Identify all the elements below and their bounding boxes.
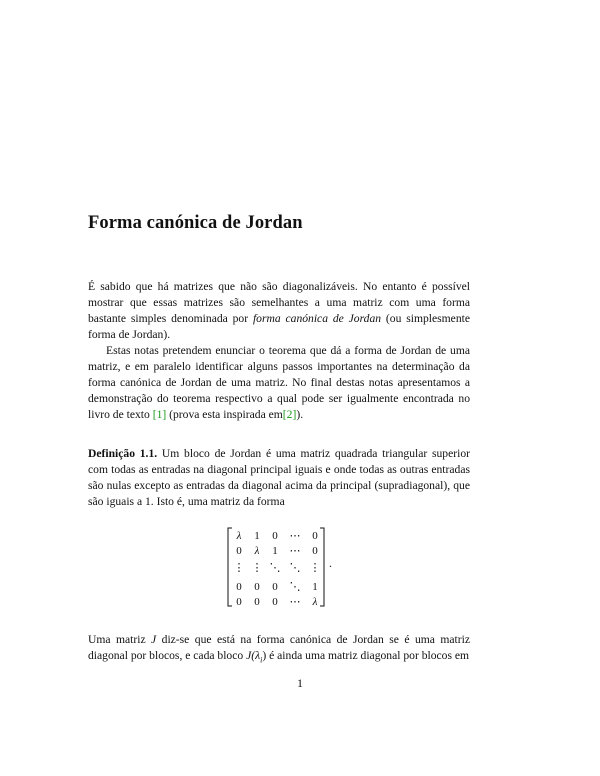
matrix-cell: ⋯ bbox=[289, 530, 301, 542]
jordan-block-matrix bbox=[226, 526, 346, 608]
math-subscript-i: i bbox=[260, 655, 263, 665]
definition-paragraph bbox=[88, 446, 470, 510]
matrix-cell: ⋱ bbox=[289, 562, 301, 574]
intro-text-2: Estas notas pretendem enunciar o teorema que dá a forma de Jordan de uma matriz, e em paralelo identificar alguns passos importantes na determinação da forma canónica de Jordan de uma matriz. No final destas notas apresentamos a demonstração do teorema respectivo a qual pode ser igualmente encontrada no livro de texto bbox=[88, 344, 470, 421]
matrix-cell: 1 bbox=[312, 581, 318, 593]
intro-text-2-mid: (prova esta inspirada em bbox=[166, 407, 283, 421]
matrix-cell: 0 bbox=[254, 581, 260, 593]
math-J-lambda: J(λ bbox=[246, 648, 261, 662]
math-J: J bbox=[151, 633, 157, 646]
intro-paragraph-1 bbox=[88, 279, 470, 343]
matrix-cell: 0 bbox=[312, 545, 318, 557]
definition-text: Um bloco de Jordan é uma matriz quadrada triangular superior com todas as entradas na diagonal principal iguais e onde todas as outras entradas são nulas excepto as entradas da diagonal acima da principal (supradiagonal), que são iguais a 1. Isto é, uma matriz da forma bbox=[88, 447, 470, 508]
math-close-paren: ) bbox=[262, 648, 267, 662]
closing-text-b: diz-se que está na forma canónica de Jordan se é uma matriz diagonal por blocos, e cada bloco bbox=[88, 633, 471, 662]
closing-text-c: é ainda uma matriz diagonal por blocos em bbox=[266, 648, 470, 662]
closing-text-a: Uma matriz bbox=[88, 633, 152, 646]
matrix-cell: ⋱ bbox=[289, 581, 301, 593]
matrix-cell: λ bbox=[254, 545, 260, 557]
matrix-cell: λ bbox=[312, 596, 318, 608]
matrix-cell: 0 bbox=[236, 545, 242, 557]
intro-emphasis: forma canónica de Jordan bbox=[252, 311, 382, 325]
matrix-cell: 1 bbox=[254, 530, 260, 542]
matrix-cell: 1 bbox=[272, 545, 278, 557]
matrix-period: . bbox=[329, 556, 332, 570]
matrix-cell: 0 bbox=[272, 581, 278, 593]
definition-label: Definição 1.1. bbox=[88, 447, 158, 460]
matrix-cell: 0 bbox=[236, 581, 242, 593]
matrix-cell: 0 bbox=[272, 530, 278, 542]
intro-text-end: (ou simplesmente forma de Jordan). bbox=[88, 311, 470, 341]
citation-link-1[interactable]: [1] bbox=[152, 407, 167, 421]
matrix-cell: λ bbox=[236, 530, 242, 542]
page-number: 1 bbox=[297, 676, 303, 690]
matrix-cell: 0 bbox=[272, 596, 278, 608]
matrix-cell: ⋯ bbox=[289, 596, 301, 608]
page-title: Forma canónica de Jordan bbox=[88, 213, 303, 233]
matrix-cell: 0 bbox=[312, 530, 318, 542]
matrix-cell: ⋮ bbox=[233, 562, 245, 574]
intro-paragraph-2 bbox=[88, 343, 470, 423]
matrix-cell: ⋮ bbox=[309, 562, 321, 574]
matrix-cell: ⋯ bbox=[289, 545, 301, 557]
matrix-cell: ⋮ bbox=[251, 562, 263, 574]
closing-paragraph bbox=[88, 632, 470, 668]
matrix-cell: 0 bbox=[236, 596, 242, 608]
matrix-cell: 0 bbox=[254, 596, 260, 608]
intro-text-2-end: ). bbox=[296, 407, 304, 421]
intro-text: É sabido que há matrizes que não são diagonalizáveis. No entanto é possível mostrar que essas matrizes são semelhantes a uma matriz com uma forma bastante simples denominada por bbox=[88, 280, 470, 325]
matrix-cell: ⋱ bbox=[269, 562, 281, 574]
citation-link-2[interactable]: [2] bbox=[282, 407, 297, 421]
